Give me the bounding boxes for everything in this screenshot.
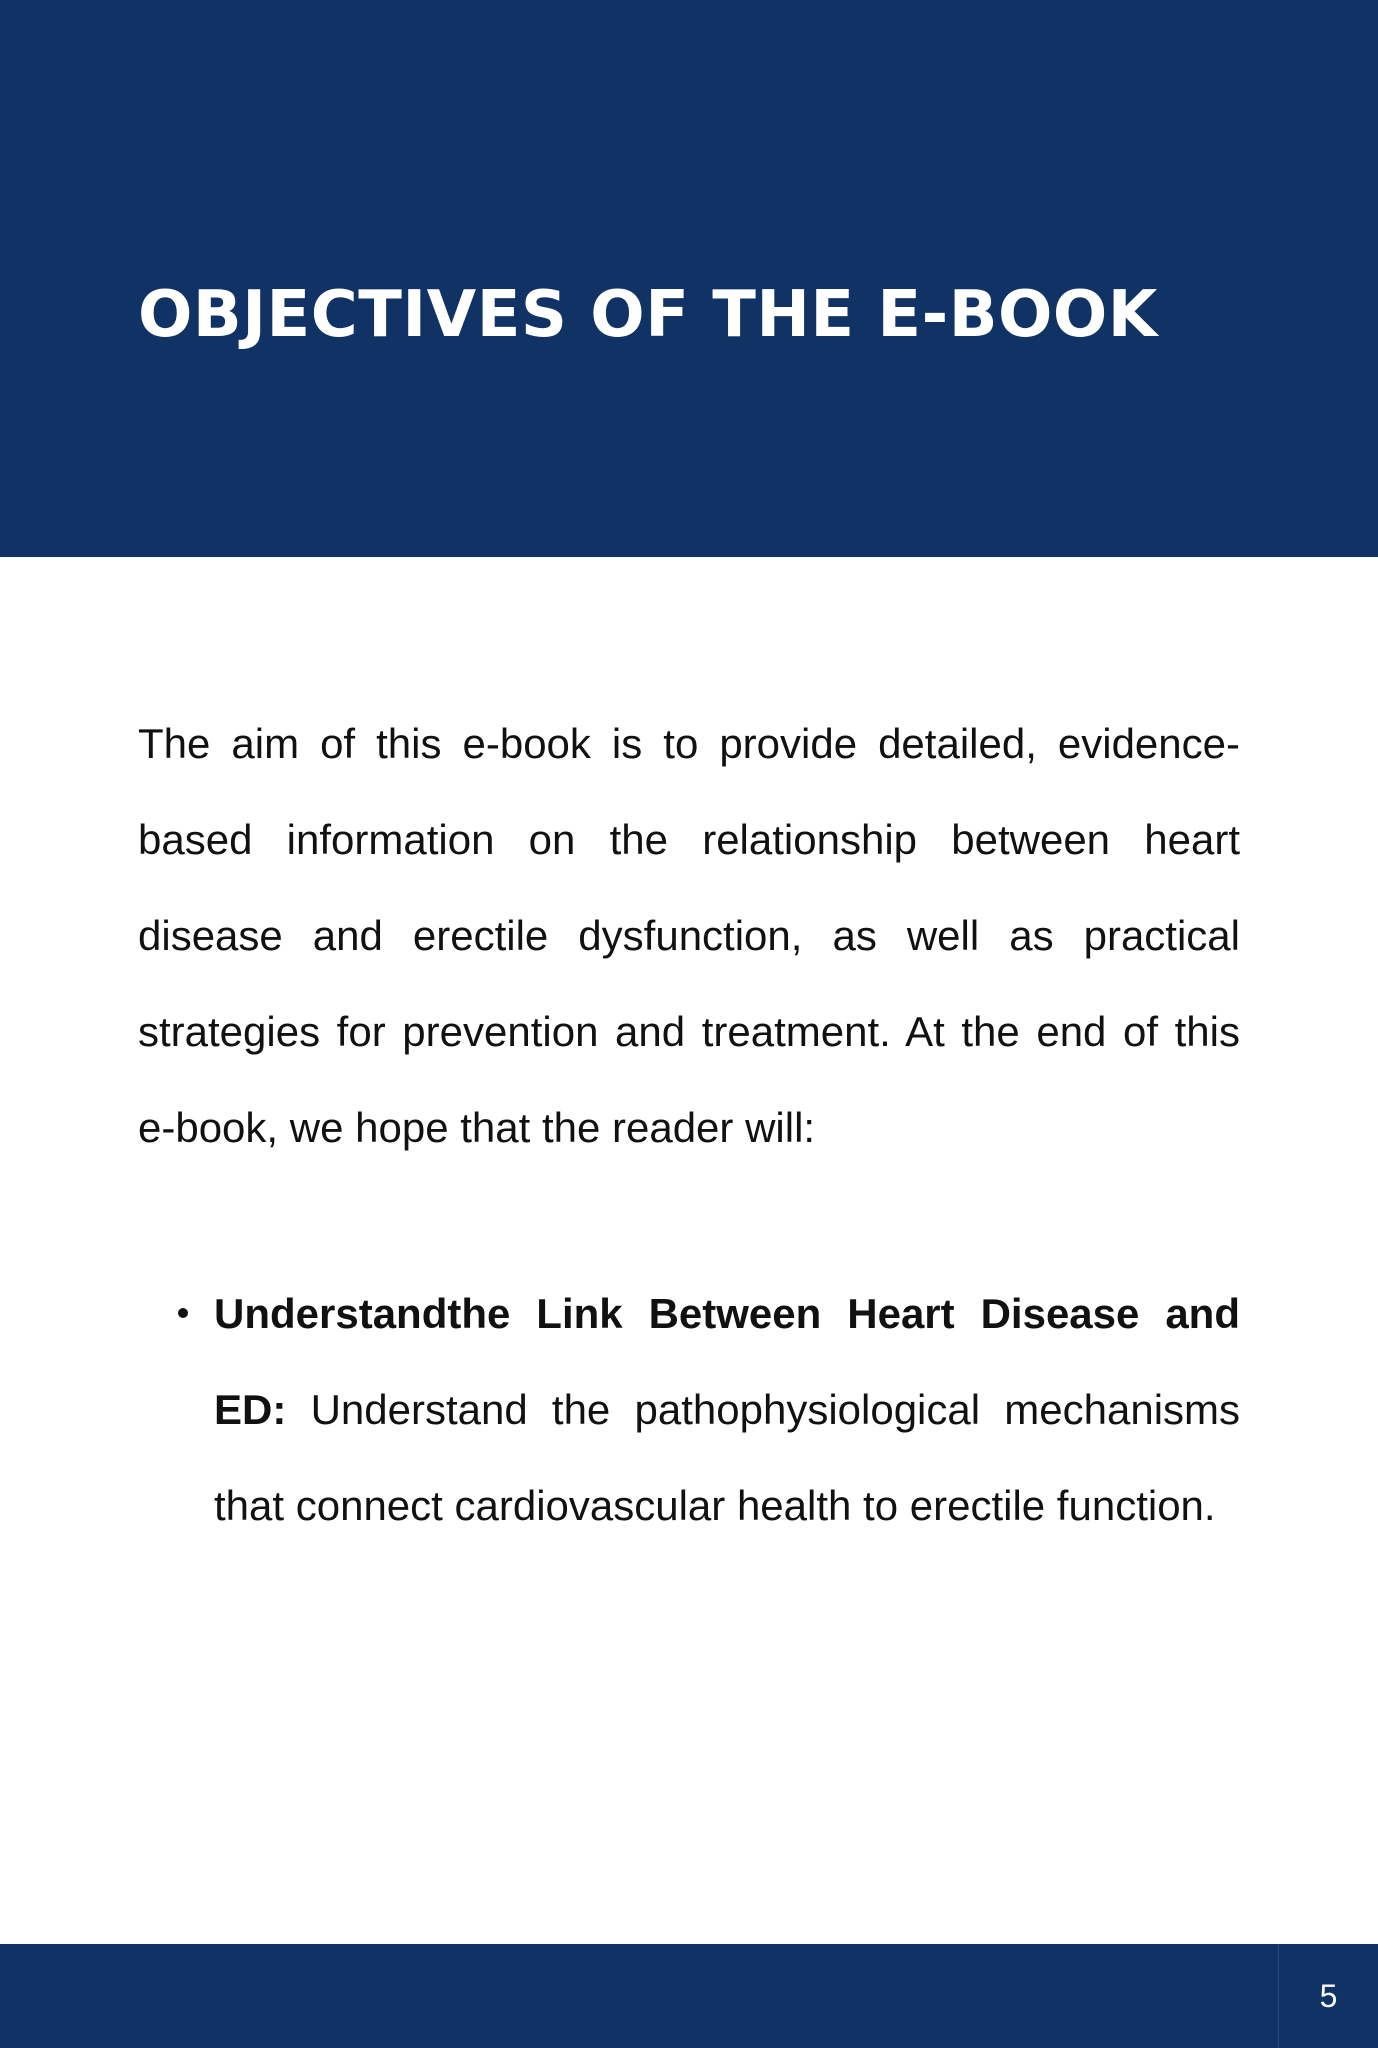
objective-text: Understand the pathophysiological mechanisms that connect cardiovascular health to erectile function. [214, 1386, 1241, 1529]
objective-heading: Understandthe Link Between Heart Disease and ED: [214, 1290, 1240, 1433]
objectives-list [138, 1266, 1240, 1554]
page-title: OBJECTIVES OF THE E-BOOK [138, 278, 1158, 352]
bullet-icon [178, 1308, 188, 1318]
list-item [138, 1266, 1240, 1554]
page-number: 5 [1319, 1978, 1338, 2014]
header-band [0, 0, 1378, 557]
footer-band [0, 1944, 1378, 2048]
intro-paragraph: The aim of this e-book is to provide detailed, evidence-based information on the relationship between heart disease and erectile dysfunction, as well as practical strategies for prevention and treatment. At the end of this e-book, we hope that the reader will: [138, 720, 1240, 1151]
